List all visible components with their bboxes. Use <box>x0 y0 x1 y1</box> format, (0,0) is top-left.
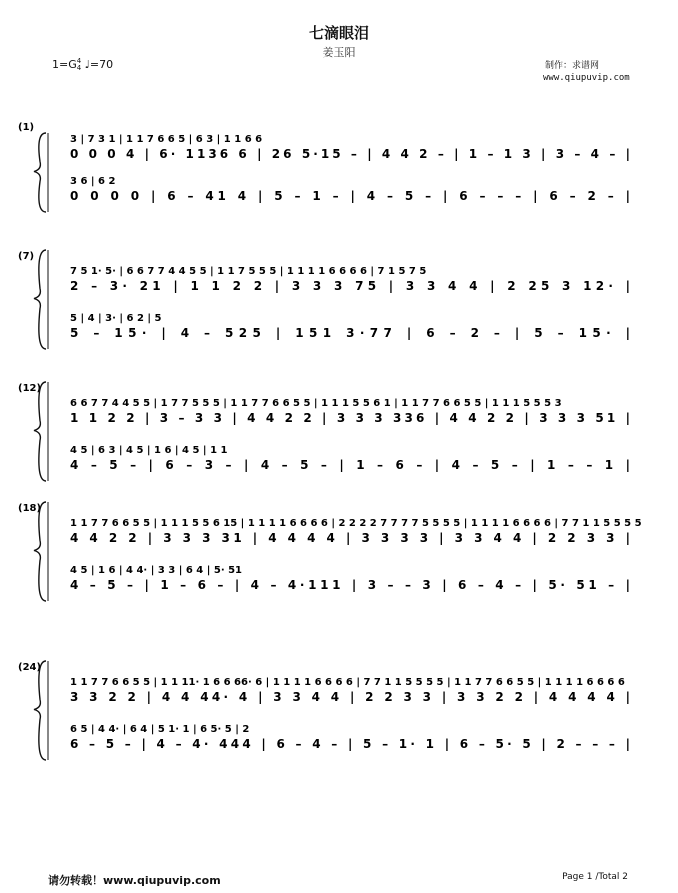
upper-staff-notes: 1 1 2 2 | 3 – 3 3 | 4 4 2 2 | 3 3 3 336 | 4 4 2 2 | 3 3 3 51 | <box>70 411 631 425</box>
lower-staff-notes: 4 – 5 – | 1 – 6 – | 4 – 4·111 | 3 – – 3 | 6 – 4 – | 5· 51 – | <box>70 578 631 592</box>
upper-high-notes: 1 1 7 7 6 6 5 5 | 1 1 1 5 5 6 15 | 1 1 1 1 6 6 6 6 | 2 2 2 2 7 7 7 7 5 5 5 5 | 1 1 1 1 6 6 6 6 | 7 7 1 1 5 5 5 5 <box>70 518 642 529</box>
tempo-value: =70 <box>89 58 114 71</box>
upper-staff-notes: 2 – 3· 21 | 1 1 2 2 | 3 3 3 75 | 3 3 4 4 | 2 25 3 12· | <box>70 279 630 293</box>
key-prefix: 1=G <box>52 58 77 71</box>
system-label: (1) <box>18 122 35 133</box>
system-label: (7) <box>18 251 35 262</box>
grand-staff-brace <box>34 502 46 601</box>
lower-high-notes: 4 5 | 6 3 | 4 5 | 1 6 | 4 5 | 1 1 <box>70 445 228 456</box>
lower-staff-notes: 0 0 0 0 | 6 – 41 4 | 5 – 1 – | 4 – 5 – | 6 – – – | 6 – 2 – | <box>70 189 630 203</box>
upper-high-notes: 6 6 7 7 4 4 5 5 | 1 7 7 5 5 5 | 1 1 7 7 6 6 5 5 | 1 1 1 5 5 6 1 | 1 1 7 7 6 6 5 5 | 1 1 1 5 5 5 3 <box>70 398 562 409</box>
page-indicator: Page 1 /Total 2 <box>562 872 628 882</box>
grand-staff-brace <box>34 250 46 349</box>
website-link[interactable]: www.qiupuvip.com <box>543 73 630 83</box>
grand-staff-brace <box>34 133 46 212</box>
upper-high-notes: 7 5 1· 5· | 6 6 7 7 4 4 5 5 | 1 1 7 5 5 5 | 1 1 1 1 6 6 6 6 | 7 1 5 7 5 <box>70 266 427 277</box>
upper-staff-notes: 0 0 0 4 | 6· 1136 6 | 26 5·15 – | 4 4 2 – | 1 – 1 3 | 3 – 4 – | <box>70 147 631 161</box>
system-label: (18) <box>18 503 42 514</box>
system-label: (24) <box>18 662 42 673</box>
composer-name: 姜玉阳 <box>322 46 356 59</box>
score-title: 七滴眼泪 <box>308 24 369 42</box>
upper-high-notes: 1 1 7 7 6 6 5 5 | 1 1 11· 1 6 6 66· 6 | 1 1 1 1 6 6 6 6 | 7 7 1 1 5 5 5 5 | 1 1 7 7 6 6 5 5 | 1 1 1 1 6 6 6 6 <box>70 677 625 688</box>
meter-bottom: 4 <box>76 64 82 72</box>
lower-staff-notes: 4 – 5 – | 6 – 3 – | 4 – 5 – | 1 – 6 – | 4 – 5 – | 1 – – 1 | <box>70 458 631 472</box>
lower-staff-notes: 5 – 15· | 4 – 525 | 151 3·77 | 6 – 2 – | 5 – 15· | <box>70 326 631 340</box>
upper-staff-notes: 4 4 2 2 | 3 3 3 31 | 4 4 4 4 | 3 3 3 3 | 3 3 4 4 | 2 2 3 3 | <box>70 531 631 545</box>
lower-high-notes: 4 5 | 1 6 | 4 4· | 3 3 | 6 4 | 5· 51 <box>70 565 243 576</box>
grand-staff-brace <box>34 382 46 481</box>
upper-high-notes: 3 | 7 3 1 | 1 1 7 6 6 5 | 6 3 | 1 1 6 6 <box>70 134 263 145</box>
lower-high-notes: 3 6 | 6 2 <box>70 176 116 187</box>
system-label: (12) <box>18 383 42 394</box>
meter-top: 4 <box>76 57 82 65</box>
lower-staff-notes: 6 – 5 – | 4 – 4· 444 | 6 – 4 – | 5 – 1· 1 | 6 – 5· 5 | 2 – – – | <box>70 737 631 751</box>
lower-high-notes: 6 5 | 4 4· | 6 4 | 5 1· 1 | 6 5· 5 | 2 <box>70 724 250 735</box>
lower-high-notes: 5 | 4 | 3· | 6 2 | 5 <box>70 313 162 324</box>
upper-staff-notes: 3 3 2 2 | 4 4 44· 4 | 3 3 4 4 | 2 2 3 3 | 3 3 2 2 | 4 4 4 4 | <box>70 690 631 704</box>
maker-credit: 制作：求谱网 <box>545 61 600 71</box>
grand-staff-brace <box>34 661 46 760</box>
tempo-note-icon: ♩ <box>84 58 90 71</box>
footer-notice: 请勿转载！www.qiupuvip.com <box>48 874 221 887</box>
